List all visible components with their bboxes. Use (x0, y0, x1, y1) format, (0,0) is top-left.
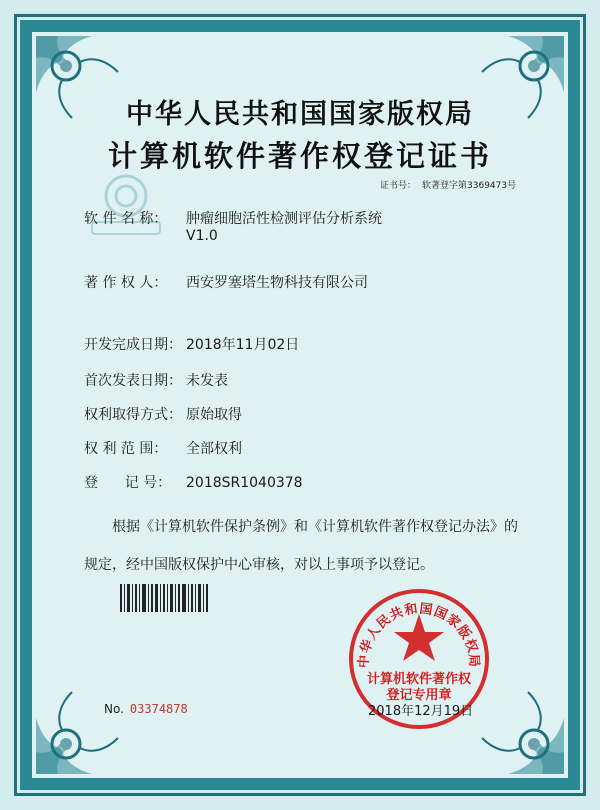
field-label: 软 件 名 称： (84, 211, 168, 227)
seal-line: 登记专用章 (386, 688, 452, 703)
field-value: 原始取得 (186, 407, 242, 423)
field-acquire (84, 404, 242, 424)
field-value: 2018SR1040378 (186, 475, 303, 491)
issuer-title: 中华人民共和国国家版权局 (126, 99, 474, 130)
field-value: 未发表 (186, 373, 228, 389)
corner-ornament (32, 686, 124, 778)
field-scope (84, 438, 242, 458)
field-owner (84, 272, 368, 292)
statement-line: 规定，经中国版权保护中心审核，对以上事项予以登记。 (84, 557, 434, 573)
field-label: 开发完成日期： (84, 337, 182, 353)
field-value: 西安罗塞塔生物科技有限公司 (186, 275, 368, 291)
field-label: 权利取得方式： (84, 407, 182, 423)
issue-date: 2018年12月19日 (368, 704, 474, 719)
serial-value: 03374878 (129, 702, 188, 716)
field-dev-date (84, 334, 299, 354)
statement-paragraph (84, 508, 544, 584)
software-version: V1.0 (186, 228, 218, 244)
certificate-number (380, 178, 516, 191)
certificate-title: 计算机软件著作权登记证书 (107, 139, 492, 173)
field-label: 登 记 号： (84, 475, 172, 491)
statement-line: 根据《计算机软件保护条例》和《计算机软件著作权登记办法》的 (112, 519, 518, 535)
certificate-number-label: 证书号： (380, 181, 417, 191)
barcode (120, 584, 210, 612)
field-label: 首次发表日期： (84, 373, 182, 389)
seal-line: 计算机软件著作权 (366, 672, 471, 687)
field-reg-no (84, 472, 303, 492)
field-software-name (84, 208, 382, 228)
field-value: 2018年11月02日 (186, 337, 300, 353)
field-value: 全部权利 (186, 441, 242, 457)
field-label: 权 利 范 围： (84, 441, 168, 457)
field-pub-date (84, 370, 228, 390)
field-value: 肿瘤细胞活性检测评估分析系统 (186, 211, 382, 227)
certificate-number-value: 软著登字第3369473号 (422, 181, 517, 191)
field-label: 著 作 权 人： (84, 275, 168, 291)
seal-ring-text: 中华人民共和国国家版权局 (356, 601, 482, 669)
serial-number (104, 702, 188, 716)
serial-label: No. (104, 702, 124, 716)
